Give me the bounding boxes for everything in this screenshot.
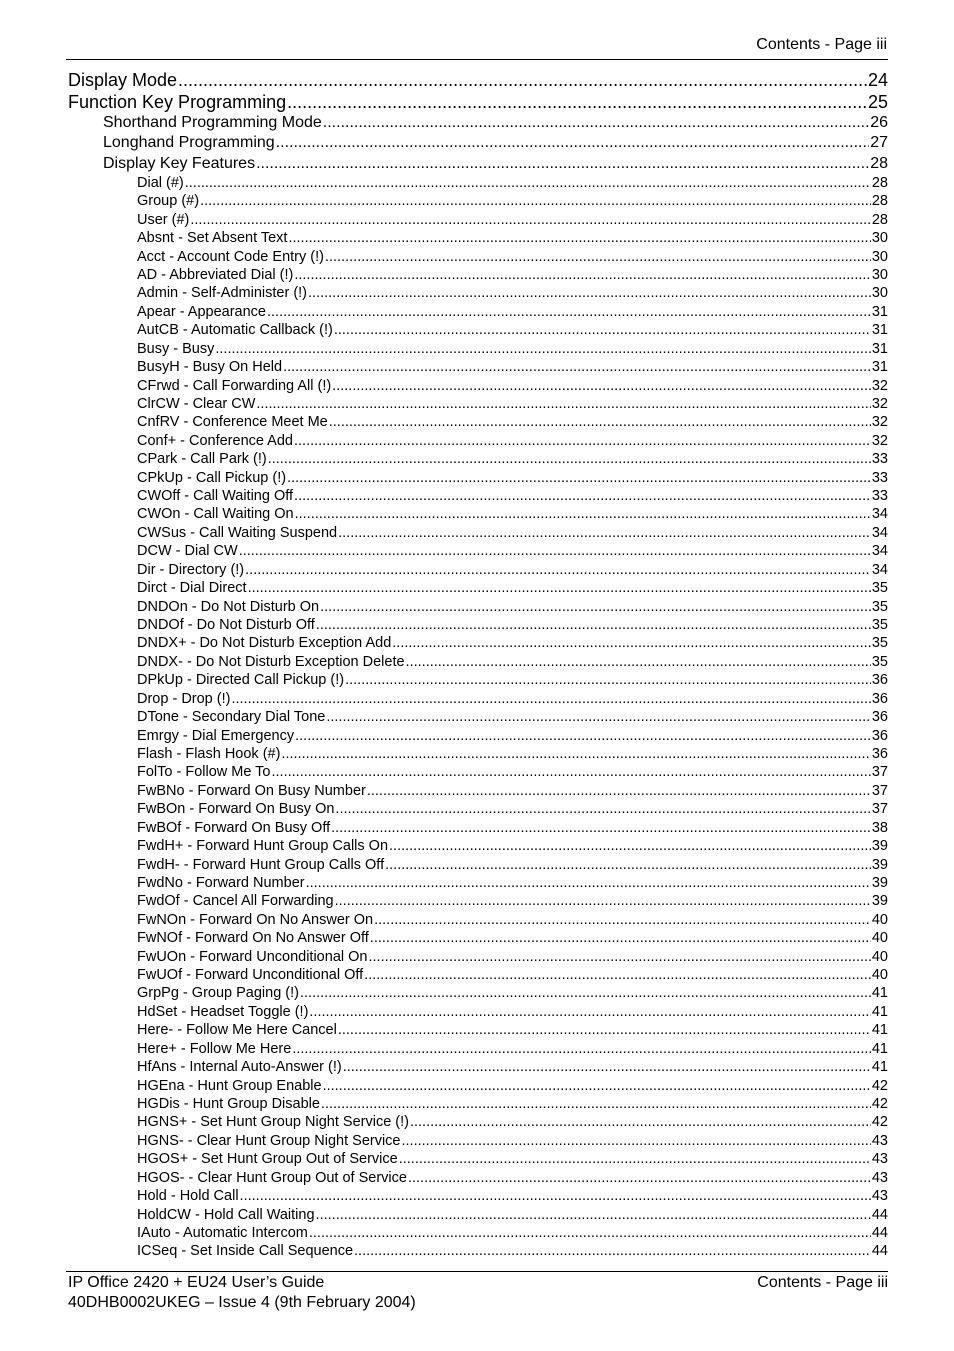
toc-entry[interactable] xyxy=(68,174,888,192)
toc-entry-page: 34 xyxy=(871,524,888,541)
toc-entry-page: 31 xyxy=(871,322,888,339)
toc-entry-title: Admin - Self-Administer (!) xyxy=(137,285,308,302)
toc-entry[interactable] xyxy=(68,266,888,284)
dot-leader xyxy=(345,671,871,689)
toc-entry-page: 32 xyxy=(871,377,888,394)
toc-entry[interactable] xyxy=(68,524,888,542)
footer-rule xyxy=(66,1271,888,1272)
toc-entry-title: HGOS+ - Set Hunt Group Out of Service xyxy=(137,1151,398,1168)
toc-entry-title: CWOn - Call Waiting On xyxy=(137,506,294,523)
toc-entry[interactable] xyxy=(68,469,888,487)
dot-leader xyxy=(334,321,871,339)
dot-leader xyxy=(294,432,871,450)
toc-entry-title: CFrwd - Call Forwarding All (!) xyxy=(137,377,332,394)
toc-entry[interactable] xyxy=(68,340,888,358)
toc-entry[interactable] xyxy=(68,800,888,818)
toc-entry-title: FwUOf - Forward Unconditional Off xyxy=(137,967,364,984)
toc-entry-page: 36 xyxy=(871,727,888,744)
toc-entry-page: 40 xyxy=(871,948,888,965)
dot-leader xyxy=(389,837,871,855)
toc-entry-title: AD - Abbreviated Dial (!) xyxy=(137,267,294,283)
dot-leader xyxy=(308,284,871,302)
dot-leader xyxy=(364,966,871,984)
toc-entry[interactable] xyxy=(68,487,888,505)
footer xyxy=(68,1273,888,1313)
toc-entry-page: 41 xyxy=(871,1040,888,1057)
toc-entry-page: 37 xyxy=(871,782,888,799)
toc-entry-title: CnfRV - Conference Meet Me xyxy=(137,414,328,431)
toc-entry[interactable] xyxy=(68,1169,888,1187)
toc-entry-page: 30 xyxy=(871,285,888,302)
toc-entry-title: Dirct - Dial Direct xyxy=(137,580,247,597)
dot-leader xyxy=(343,1058,871,1076)
toc-entry[interactable] xyxy=(68,653,888,671)
toc-entry-page: 32 xyxy=(871,414,888,431)
toc-entry[interactable] xyxy=(68,892,888,910)
toc-entry-page: 39 xyxy=(871,856,888,873)
toc-entry[interactable] xyxy=(68,690,888,708)
toc-entry[interactable] xyxy=(68,248,888,266)
dot-leader xyxy=(392,634,871,652)
toc-entry-page: 41 xyxy=(871,1059,888,1076)
toc-entry-title: DTone - Secondary Dial Tone xyxy=(137,709,326,726)
toc-entry-title: HfAns - Internal Auto-Answer (!) xyxy=(137,1059,342,1076)
toc-entry-page: 31 xyxy=(871,303,888,320)
toc-entry-title: HGDis - Hunt Group Disable xyxy=(137,1095,320,1112)
toc-entry-page: 40 xyxy=(871,930,888,947)
toc-entry-title: Here+ - Follow Me Here xyxy=(137,1040,292,1057)
toc-entry-page: 28 xyxy=(871,193,888,210)
toc-entry-title: DNDX+ - Do Not Disturb Exception Add xyxy=(137,635,392,652)
toc-entry[interactable] xyxy=(68,284,888,302)
toc-entry-page: 35 xyxy=(871,653,888,670)
dot-leader xyxy=(354,1242,871,1260)
toc-entry[interactable] xyxy=(68,819,888,837)
toc-entry-page: 35 xyxy=(871,580,888,597)
toc-entry-title: CPkUp - Call Pickup (!) xyxy=(137,469,287,486)
toc-entry-page: 28 xyxy=(871,211,888,228)
toc-entry[interactable] xyxy=(68,598,888,616)
footer-guide-title: IP Office 2420 + EU24 User’s Guide xyxy=(68,1274,325,1291)
toc-entry-page: 25 xyxy=(867,92,888,112)
dot-leader xyxy=(240,1187,871,1205)
dot-leader xyxy=(256,154,869,174)
toc-entry-title: FwBNo - Forward On Busy Number xyxy=(137,782,366,799)
toc-entry-title: Dial (#) xyxy=(137,174,184,191)
toc-entry-title: Display Mode xyxy=(68,70,178,90)
toc-entry[interactable] xyxy=(68,727,888,745)
toc-entry[interactable] xyxy=(68,1132,888,1150)
toc-entry[interactable] xyxy=(68,984,888,1002)
dot-leader xyxy=(306,874,871,892)
dot-leader xyxy=(245,561,871,579)
dot-leader xyxy=(321,1095,871,1113)
toc-entry-title: FolTo - Follow Me To xyxy=(137,764,271,781)
dot-leader xyxy=(316,616,871,634)
toc-entry-title: FwNOf - Forward On No Answer Off xyxy=(137,930,369,947)
dot-leader xyxy=(331,819,871,837)
toc-entry-page: 35 xyxy=(871,635,888,652)
toc-entry-title: HGNS- - Clear Hunt Group Night Service xyxy=(137,1132,401,1149)
toc-entry-page: 35 xyxy=(871,598,888,615)
header-rule xyxy=(66,59,888,60)
dot-leader xyxy=(309,1224,871,1242)
toc-entry-title: FwdH+ - Forward Hunt Group Calls On xyxy=(137,838,389,855)
toc-entry-title: HGOS- - Clear Hunt Group Out of Service xyxy=(137,1169,407,1186)
toc-entry-page: 28 xyxy=(870,154,888,172)
toc-entry-page: 39 xyxy=(871,893,888,910)
toc-entry-title: AutCB - Automatic Callback (!) xyxy=(137,322,333,339)
toc-entry[interactable] xyxy=(68,358,888,376)
toc-entry[interactable] xyxy=(68,192,888,210)
dot-leader xyxy=(332,377,871,395)
toc-entry-page: 32 xyxy=(871,395,888,412)
dot-leader xyxy=(323,1077,871,1095)
dot-leader xyxy=(329,413,871,431)
toc-entry-page: 26 xyxy=(870,114,888,131)
dot-leader xyxy=(215,340,871,358)
toc-entry-title: FwdNo - Forward Number xyxy=(137,874,305,891)
dot-leader xyxy=(402,1132,871,1150)
toc-entry[interactable] xyxy=(68,542,888,560)
toc-entry[interactable] xyxy=(68,561,888,579)
toc-entry-title: Emrgy - Dial Emergency xyxy=(137,727,295,744)
toc-entry-title: IAuto - Automatic Intercom xyxy=(137,1224,308,1241)
toc-entry[interactable] xyxy=(68,856,888,874)
toc-entry-title: User (#) xyxy=(137,211,190,228)
toc-entry-page: 39 xyxy=(871,874,888,891)
toc-entry-title: Display Key Features xyxy=(103,154,256,172)
toc-entry-title: Busy - Busy xyxy=(137,340,215,357)
toc-entry[interactable] xyxy=(68,321,888,339)
dot-leader xyxy=(190,211,870,229)
toc-entry[interactable] xyxy=(68,113,888,133)
dot-leader xyxy=(185,174,871,192)
toc-entry[interactable] xyxy=(68,69,888,91)
toc-entry-title: HdSet - Headset Toggle (!) xyxy=(137,1003,309,1020)
toc-entry[interactable] xyxy=(68,395,888,413)
toc-entry-page: 31 xyxy=(871,359,888,376)
toc-entry-title: CPark - Call Park (!) xyxy=(137,451,267,468)
toc-entry[interactable] xyxy=(68,708,888,726)
toc-entry-title: DPkUp - Directed Call Pickup (!) xyxy=(137,672,345,689)
toc-entry[interactable] xyxy=(68,211,888,229)
toc-entry-page: 32 xyxy=(871,432,888,449)
dot-leader xyxy=(320,598,871,616)
toc-entry-page: 34 xyxy=(871,543,888,560)
dot-leader xyxy=(287,91,867,113)
dot-leader xyxy=(178,69,867,91)
toc-entry[interactable] xyxy=(68,1058,888,1076)
toc-entry-page: 39 xyxy=(871,838,888,855)
dot-leader xyxy=(300,984,871,1002)
toc-entry[interactable] xyxy=(68,966,888,984)
dot-leader xyxy=(295,505,871,523)
toc-entry-page: 42 xyxy=(871,1114,888,1131)
dot-leader xyxy=(374,911,871,929)
toc-entry-page: 33 xyxy=(871,488,888,505)
toc-entry-page: 42 xyxy=(871,1095,888,1112)
toc-entry[interactable] xyxy=(68,303,888,321)
toc-entry-page: 30 xyxy=(871,267,888,283)
dot-leader xyxy=(294,266,871,284)
toc-entry[interactable] xyxy=(68,763,888,781)
toc-entry-title: Flash - Flash Hook (#) xyxy=(137,745,281,762)
toc-entry[interactable] xyxy=(68,837,888,855)
toc-entry[interactable] xyxy=(68,782,888,800)
toc-entry[interactable] xyxy=(68,450,888,468)
dot-leader xyxy=(338,1021,871,1039)
toc-entry-page: 36 xyxy=(871,745,888,762)
dot-leader xyxy=(239,542,871,560)
toc-entry[interactable] xyxy=(68,91,888,113)
toc-entry-page: 42 xyxy=(871,1077,888,1094)
toc-entry[interactable] xyxy=(68,432,888,450)
toc-entry-page: 38 xyxy=(871,819,888,836)
dot-leader xyxy=(325,248,871,266)
toc-entry-page: 44 xyxy=(871,1206,888,1223)
toc-entry-title: CWSus - Call Waiting Suspend xyxy=(137,524,338,541)
toc-entry[interactable] xyxy=(68,1077,888,1095)
toc-entry-page: 43 xyxy=(871,1188,888,1205)
toc-entry[interactable] xyxy=(68,413,888,431)
toc-entry-page: 36 xyxy=(871,709,888,726)
toc-entry[interactable] xyxy=(68,911,888,929)
toc-entry-page: 37 xyxy=(871,764,888,781)
dot-leader xyxy=(335,800,870,818)
toc-entry-title: FwdOf - Cancel All Forwarding xyxy=(137,893,334,910)
dot-leader xyxy=(295,727,871,745)
toc-entry-title: Dir - Directory (!) xyxy=(137,561,245,578)
toc-entry-title: DNDOn - Do Not Disturb On xyxy=(137,598,320,615)
dot-leader xyxy=(370,929,871,947)
toc-entry[interactable] xyxy=(68,1003,888,1021)
toc-entry-page: 43 xyxy=(871,1132,888,1149)
dot-leader xyxy=(368,948,870,966)
dot-leader xyxy=(281,745,870,763)
toc-entry-page: 34 xyxy=(871,506,888,523)
toc-entry[interactable] xyxy=(68,1224,888,1242)
toc-entry[interactable] xyxy=(68,929,888,947)
toc-entry-title: Absnt - Set Absent Text xyxy=(137,230,288,247)
dot-leader xyxy=(256,395,870,413)
dot-leader xyxy=(323,113,869,133)
toc-entry-page: 37 xyxy=(871,801,888,818)
toc-entry-page: 41 xyxy=(871,1003,888,1020)
toc-entry[interactable] xyxy=(68,1113,888,1131)
toc-entry[interactable] xyxy=(68,1187,888,1205)
toc-entry-title: DNDOf - Do Not Disturb Off xyxy=(137,617,315,634)
toc-entry[interactable] xyxy=(68,505,888,523)
toc-entry[interactable] xyxy=(68,1040,888,1058)
toc-entry-title: FwdH- - Forward Hunt Group Calls Off xyxy=(137,856,385,873)
dot-leader xyxy=(292,1040,871,1058)
dot-leader xyxy=(335,892,871,910)
toc-entry-page: 31 xyxy=(871,340,888,357)
toc-entry-title: HoldCW - Hold Call Waiting xyxy=(137,1206,315,1223)
dot-leader xyxy=(406,653,871,671)
toc-entry-page: 33 xyxy=(871,469,888,486)
toc-entry-page: 41 xyxy=(871,985,888,1002)
dot-leader xyxy=(287,469,871,487)
footer-page-label: Contents - Page iii xyxy=(757,1274,888,1291)
toc-entry-page: 33 xyxy=(871,451,888,468)
dot-leader xyxy=(385,856,871,874)
toc-entry-page: 30 xyxy=(871,248,888,265)
toc-entry-page: 30 xyxy=(871,230,888,247)
toc-entry[interactable] xyxy=(68,377,888,395)
toc-entry-title: DNDX- - Do Not Disturb Exception Delete xyxy=(137,653,405,670)
toc-entry-title: HGNS+ - Set Hunt Group Night Service (!) xyxy=(137,1114,409,1131)
dot-leader xyxy=(338,524,871,542)
table-of-contents xyxy=(68,69,888,1261)
dot-leader xyxy=(268,450,871,468)
toc-entry-page: 34 xyxy=(871,561,888,578)
dot-leader xyxy=(367,782,871,800)
toc-entry-title: BusyH - Busy On Held xyxy=(137,359,283,376)
toc-entry-page: 43 xyxy=(871,1169,888,1186)
toc-entry-page: 40 xyxy=(871,967,888,984)
toc-entry-title: HGEna - Hunt Group Enable xyxy=(137,1077,322,1094)
dot-leader xyxy=(326,708,871,726)
toc-entry-title: FwBOf - Forward On Busy Off xyxy=(137,819,331,836)
footer-doc-id: 40DHB0002UKEG – Issue 4 (9th February 2004) xyxy=(68,1294,416,1311)
dot-leader xyxy=(408,1169,871,1187)
toc-entry-title: Acct - Account Code Entry (!) xyxy=(137,248,324,265)
dot-leader xyxy=(294,487,871,505)
toc-entry-title: Apear - Appearance xyxy=(137,303,266,320)
toc-entry-title: Hold - Hold Call xyxy=(137,1188,239,1205)
toc-entry[interactable] xyxy=(68,1021,888,1039)
toc-entry[interactable] xyxy=(68,874,888,892)
dot-leader xyxy=(288,229,870,247)
toc-entry-page: 40 xyxy=(871,911,888,928)
toc-entry[interactable] xyxy=(68,634,888,652)
dot-leader xyxy=(309,1003,870,1021)
toc-entry-page: 44 xyxy=(871,1243,888,1260)
toc-entry-page: 24 xyxy=(867,70,888,90)
toc-entry[interactable] xyxy=(68,616,888,634)
toc-entry-page: 41 xyxy=(871,1022,888,1039)
toc-entry-page: 28 xyxy=(871,174,888,191)
toc-entry-title: FwUOn - Forward Unconditional On xyxy=(137,948,368,965)
toc-entry[interactable] xyxy=(68,229,888,247)
toc-entry-title: FwNOn - Forward On No Answer On xyxy=(137,911,374,928)
toc-entry-title: DCW - Dial CW xyxy=(137,543,238,560)
toc-entry-page: 44 xyxy=(871,1224,888,1241)
toc-entry-page: 35 xyxy=(871,617,888,634)
toc-entry[interactable] xyxy=(68,579,888,597)
toc-entry-title: Drop - Drop (!) xyxy=(137,690,231,707)
dot-leader xyxy=(399,1150,871,1168)
dot-leader xyxy=(283,358,871,376)
toc-entry[interactable] xyxy=(68,154,888,174)
toc-entry-page: 27 xyxy=(870,134,888,152)
toc-entry[interactable] xyxy=(68,133,888,153)
dot-leader xyxy=(276,133,870,153)
toc-entry-title: Here- - Follow Me Here Cancel xyxy=(137,1022,337,1039)
toc-entry[interactable] xyxy=(68,671,888,689)
dot-leader xyxy=(272,763,871,781)
toc-entry-page: 36 xyxy=(871,690,888,707)
toc-entry[interactable] xyxy=(68,948,888,966)
toc-entry-page: 36 xyxy=(871,672,888,689)
dot-leader xyxy=(231,690,870,708)
toc-entry-title: Shorthand Programming Mode xyxy=(103,114,322,131)
dot-leader xyxy=(267,303,871,321)
dot-leader xyxy=(410,1113,871,1131)
toc-entry-title: ICSeq - Set Inside Call Sequence xyxy=(137,1243,354,1260)
toc-entry-title: CWOff - Call Waiting Off xyxy=(137,488,294,505)
toc-entry-title: Conf+ - Conference Add xyxy=(137,432,293,449)
toc-entry[interactable] xyxy=(68,1206,888,1224)
toc-entry-title: GrpPg - Group Paging (!) xyxy=(137,985,299,1002)
toc-entry-title: Function Key Programming xyxy=(68,92,287,112)
toc-entry[interactable] xyxy=(68,1150,888,1168)
toc-entry-title: Longhand Programming xyxy=(103,134,275,152)
toc-entry[interactable] xyxy=(68,745,888,763)
toc-entry-title: FwBOn - Forward On Busy On xyxy=(137,801,335,818)
dot-leader xyxy=(200,192,871,210)
dot-leader xyxy=(248,579,871,597)
toc-entry[interactable] xyxy=(68,1095,888,1113)
header-title: Contents - Page iii xyxy=(756,36,887,53)
toc-entry-title: Group (#) xyxy=(137,193,200,210)
toc-entry[interactable] xyxy=(68,1242,888,1260)
dot-leader xyxy=(316,1206,871,1224)
toc-entry-title: ClrCW - Clear CW xyxy=(137,395,256,412)
toc-entry-page: 43 xyxy=(871,1151,888,1168)
